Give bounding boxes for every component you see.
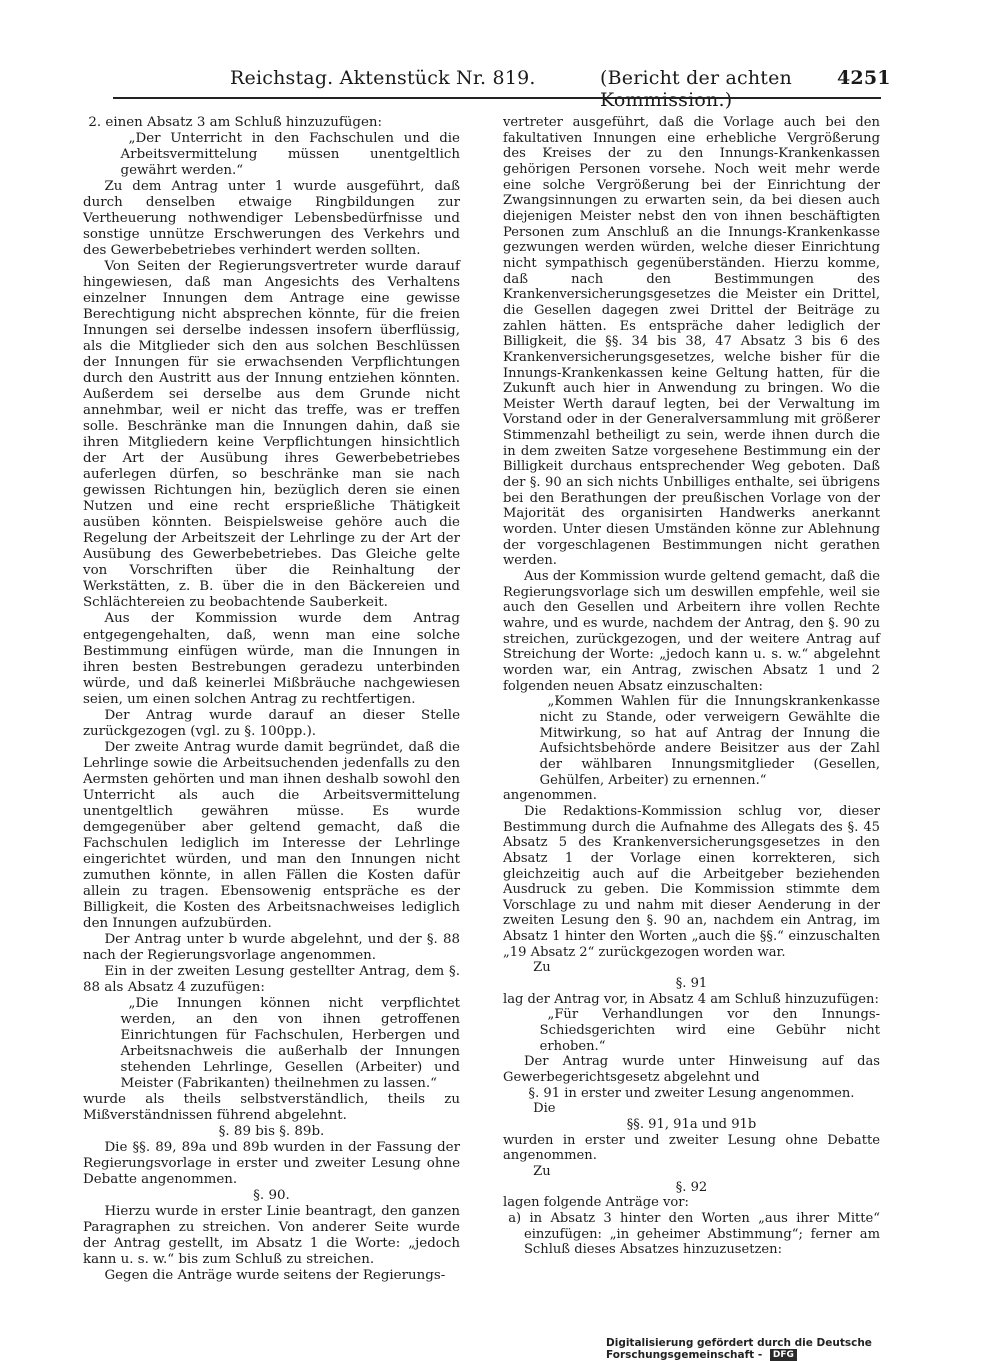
dfg-logo: DFG bbox=[770, 1349, 797, 1361]
right-column bbox=[503, 115, 880, 1258]
section-heading: §§. 91, 91a und 91b bbox=[626, 1117, 757, 1132]
paragraph: vertreter ausgeführt, daß die Vorlage auch bei den fakultativen Innungen eine erhebliche Vergrößerung des Kreises der zu den Innungs-Krankenkassen gehörigen Personen vorsehe. Noch weit mehr werde eine solche Vergrößerung bei der Einrichtung der Zwangsinnungen zu erwarten sein, da bei diesen auch diejenigen Meister nebst den von ihnen beschäftigten Personen zum Anschluß an die Innungs-Krankenkasse gezwungen werden würden, welche dieser Einrichtung nicht sympathisch gegenüberständen. Hierzu komme, daß nach den Bestimmungen des Krankenversicherungsgesetzes die Meister ein Drittel, die Gesellen dagegen zwei Drittel der Beiträge zu zahlen hätten. Es entspräche daher lediglich der Billigkeit, die §§. 34 bis 38, 47 Absatz 3 bis 6 des Krankenversicherungsgesetzes, welche bisher für die Innungs-Krankenkassen keine Geltung hatten, für die Zukunft auch hier in Anwendung zu bringen. Wo die Meister Werth darauf legten, bei der Verwaltung im Vorstand oder in der Generalversammlung mit größerer Stimmenzahl betheiligt zu sein, werde ihnen durch die in dem zweiten Satze vorgesehene Bestimmung ein der Billigkeit durchaus entsprechender Weg geboten. Daß der §. 90 an sich nichts Unbilliges enthalte, sei übrigens bei den Berathungen der preußischen Vorlage von der Majorität des organisirten Handwerks anerkannt worden. Unter diesen Umständen könne zur Ablehnung der vorgeschlagenen Bestimmungen nicht gerathen werden. bbox=[503, 115, 880, 569]
paragraph: lag der Antrag vor, in Absatz 4 am Schluß hinzuzufügen: bbox=[503, 991, 879, 1007]
paragraph: Gegen die Anträge wurde seitens der Regierungs- bbox=[104, 1268, 446, 1284]
digitization-credit bbox=[606, 1337, 996, 1361]
paragraph: a) in Absatz 3 hinter den Worten „aus ihrer Mitte“ einzufügen: „in geheimer Abstimmung“; ferner am Schluß dieses Absatzes hinzuzusetzen: bbox=[508, 1210, 880, 1258]
paragraph: Hierzu wurde in erster Linie beantragt, den ganzen Paragraphen zu streichen. Von anderer Seite wurde der Antrag gestellt, im Absatz 1 die Worte: „jedoch kann u. s. w.“ bis zum Schluß zu streichen. bbox=[83, 1204, 460, 1268]
paragraph: Zu bbox=[533, 1163, 551, 1179]
quoted-text: „Kommen Wahlen für die Innungskrankenkasse nicht zu Stande, oder verweigern Gewählte die Mitwirkung, so hat auf Antrag der Innung die Aufsichtsbehörde andere Beisitzer aus der Zahl der wählbaren Innungsmitglieder (Gesellen, Gehülfen, Arbeiter) zu ernennen.“ bbox=[539, 694, 880, 788]
quoted-text: „Für Verhandlungen vor den Innungs-Schiedsgerichten wird eine Gebühr nicht erhoben.“ bbox=[539, 1007, 880, 1054]
paragraph: lagen folgende Anträge vor: bbox=[503, 1195, 689, 1211]
paragraph: Aus der Kommission wurde geltend gemacht, daß die Regierungsvorlage sich um deswillen empfehle, weil sie auch den Gesellen und Arbeitern ihre vollen Rechte wahre, und es wurde, nachdem der Antrag, den §. 90 zu streichen, zurückgezogen, und der weitere Antrag auf Streichung der Worte: „jedoch kann u. s. w.“ abgelehnt worden war, ein Antrag, zwischen Absatz 1 und 2 folgenden neuen Absatz einzuschalten: bbox=[503, 569, 880, 694]
paragraph: angenommen. bbox=[503, 788, 597, 804]
section-heading: §. 89 bis §. 89b. bbox=[218, 1123, 325, 1139]
header-rule bbox=[113, 97, 881, 99]
paragraph: Aus der Kommission wurde dem Antrag entgegengehalten, daß, wenn man eine solche Bestimmung einfügen würde, man die Innungen in ihren besten Bestrebungen geradezu unterbinden würde, und daß keinerlei Mißbräuche nachgewiesen seien, um einen solchen Antrag zu rechtfertigen. bbox=[83, 611, 460, 707]
paragraph: wurde als theils selbstverständlich, theils zu Mißverständnissen führend abgelehnt. bbox=[83, 1091, 460, 1123]
paragraph: Zu bbox=[533, 960, 551, 976]
paragraph: Die bbox=[533, 1101, 556, 1117]
header-title: Reichstag. Aktenstück Nr. 819. bbox=[230, 67, 536, 89]
paragraph: Ein in der zweiten Lesung gestellter Antrag, dem §. 88 als Absatz 4 zuzufügen: bbox=[83, 963, 460, 995]
paragraph: 2. einen Absatz 3 am Schluß hinzuzufügen: bbox=[88, 115, 383, 130]
section-heading: §. 92 bbox=[675, 1179, 708, 1195]
left-column bbox=[83, 115, 460, 1284]
paragraph: Die §§. 89, 89a und 89b wurden in der Fassung der Regierungsvorlage in erster und zweiter Lesung ohne Debatte angenommen. bbox=[83, 1140, 460, 1188]
paragraph: wurden in erster und zweiter Lesung ohne Debatte angenommen. bbox=[503, 1132, 880, 1164]
quoted-text: „Die Innungen können nicht verpflichtet werden, an den von ihnen getroffenen Einrichtungen für Fachschulen, Herbergen und Arbeitsnachweis die außerhalb der Innungen stehenden Lehrlinge, Gesellen (Arbeiter) und Meister (Fabrikanten) theilnehmen zu lassen.“ bbox=[120, 995, 460, 1091]
paragraph: Von Seiten der Regierungsvertreter wurde darauf hingewiesen, daß man Angesichts des Verhaltens einzelner Innungen dem Antrage eine gewisse Berechtigung nicht absprechen könnte, für die freien Innungen sei derselbe indessen insofern überflüssig, als die Mitglieder sich den aus solchen Beschlüssen der Innungen für sie erwachsenden Verpflichtungen durch den Austritt aus der Innung entziehen könnten. Außerdem sei derselbe aus dem Grunde nicht annehmbar, weil er nicht das treffe, was er treffen solle. Beschränke man die Innungen dahin, daß sie ihren Mitgliedern keine Verpflichtungen hinsichtlich der Art der Ausübung ihres Gewerbebetriebes auferlegen dürfen, so beschränke man sie nach gewissen Richtungen hin, bezüglich deren sie einen Nutzen und eine recht ersprießliche Thätigkeit ausüben könnten. Beispielsweise gehöre auch die Regelung der Arbeitszeit der Lehrlinge zu der Art der Ausübung des Gewerbebetriebes. Das Gleiche gelte von Vorschriften über die Reinhaltung der Werkstätten, z. B. über die in den Bäckereien und Schlächtereien zu beobachtende Sauberkeit. bbox=[83, 259, 460, 611]
quoted-text: „Der Unterricht in den Fachschulen und die Arbeitsvermittelung müssen unentgeltlich gewährt werden.“ bbox=[120, 131, 460, 179]
section-heading: §. 90. bbox=[253, 1188, 290, 1204]
header-subtitle: (Bericht der achten Kommission.) bbox=[600, 67, 792, 111]
running-header bbox=[100, 63, 891, 111]
page-number: 4251 bbox=[837, 67, 891, 89]
paragraph: Der Antrag wurde unter Hinweisung auf das Gewerbegerichtsgesetz abgelehnt und bbox=[503, 1054, 880, 1086]
paragraph: Die Redaktions-Kommission schlug vor, dieser Bestimmung durch die Aufnahme des Allegats des §. 45 Absatz 5 des Krankenversicherungsgesetzes in den Absatz 1 der Vorlage einen korrekteren, sich gleichzeitig auch auf die Arbeitgeber beziehenden Ausdruck zu geben. Die Kommission stimmte dem Vorschlage zu und nahm mit dieser Aenderung in der zweiten Lesung den §. 90 an, nachdem ein Antrag, im Absatz 1 hinter den Worten „auch die §§.“ einzuschalten „19 Absatz 2“ zurückgezogen worden war. bbox=[503, 803, 880, 960]
paragraph: Der Antrag wurde darauf an dieser Stelle zurückgezogen (vgl. zu §. 100pp.). bbox=[83, 707, 460, 739]
section-heading: §. 91 in erster und zweiter Lesung angenommen. bbox=[528, 1085, 855, 1101]
credit-text: Digitalisierung gefördert durch die Deutsche Forschungsgemeinschaft - bbox=[606, 1337, 872, 1361]
paragraph: Der zweite Antrag wurde damit begründet, daß die Lehrlinge sowie die Arbeitsuchenden jedenfalls zu den Aermsten gehörten und man ihnen deshalb sowohl den Unterricht als auch die Arbeitsvermittelung unentgeltlich gewähren müsse. Es wurde demgegenüber aber geltend gemacht, daß die Fachschulen lediglich im Interesse der Lehrlinge eingerichtet würden, und man den Innungen nicht zumuthen könnte, in allen Fällen die Kosten dafür allein zu tragen. Ebensowenig entspräche es der Billigkeit, die Kosten des Arbeitsnachweises lediglich den Innungen aufzubürden. bbox=[83, 739, 460, 931]
paragraph: Der Antrag unter b wurde abgelehnt, und der §. 88 nach der Regierungsvorlage angenommen. bbox=[83, 931, 460, 963]
section-heading: §. 91 bbox=[675, 976, 708, 992]
paragraph: Zu dem Antrag unter 1 wurde ausgeführt, daß durch denselben etwaige Ringbildungen zur Vertheuerung nothwendiger Lebensbedürfnisse und sonstige unnütze Erschwerungen des Verkehrs und des Gewerbebetriebes verhindert werden sollten. bbox=[83, 179, 460, 259]
